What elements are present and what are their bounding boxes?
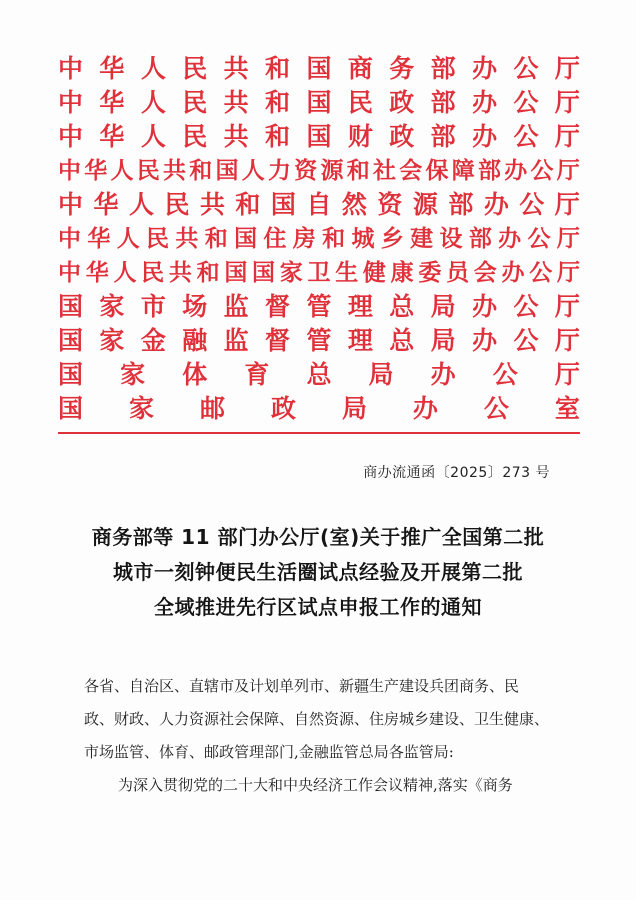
issuer-char: 建 [410, 226, 434, 252]
issuer-char: 民 [136, 158, 160, 184]
issuer-char: 民 [182, 54, 208, 83]
issuer-char: 公 [492, 360, 518, 389]
issuer-char: 政 [389, 88, 415, 117]
issuer-char: 保 [425, 158, 449, 184]
issuer-char: 部 [430, 122, 456, 151]
addressee-line-2: 政、财政、人力资源社会保障、自然资源、住房城乡建设、卫生健康、 [84, 710, 550, 728]
issuer-char: 华 [99, 122, 125, 151]
issuer-char: 委 [418, 260, 442, 286]
issuer-char: 共 [163, 158, 186, 184]
issuer-char: 督 [265, 292, 291, 321]
issuer-line [58, 52, 580, 86]
issuer-char: 人 [110, 158, 134, 184]
issuer-char: 和 [189, 158, 213, 184]
issuer-char: 厅 [554, 292, 580, 321]
issuer-char: 人 [241, 158, 265, 184]
issuer-char: 国 [215, 158, 239, 184]
issuer-char: 源 [320, 158, 344, 184]
issuer-line [58, 324, 580, 358]
issuer-char: 康 [390, 260, 414, 286]
title-line-2: 城市一刻钟便民生活圈试点经验及开展第二批 [113, 560, 523, 584]
document-body [84, 670, 554, 802]
issuer-char: 健 [362, 260, 386, 286]
issuer-char: 办 [472, 122, 498, 151]
issuer-line [58, 86, 580, 120]
issuer-char: 国 [224, 260, 248, 286]
issuer-char: 办 [472, 54, 498, 83]
issuer-char: 办 [430, 360, 456, 389]
issuer-char: 公 [513, 326, 539, 355]
issuer-char: 育 [244, 360, 270, 389]
issuer-char: 室 [554, 394, 580, 423]
issuer-line [58, 290, 580, 324]
issuer-char: 国 [306, 122, 332, 151]
issuer-char: 办 [472, 88, 498, 117]
issuer-char: 住 [263, 226, 287, 252]
issuer-char: 人 [140, 122, 166, 151]
issuer-char: 华 [93, 190, 119, 219]
issuer-char: 局 [341, 394, 367, 423]
title-line-1: 商务部等 11 部门办公厅(室)关于推广全国第二批 [91, 525, 545, 549]
issuer-char: 力 [268, 158, 291, 184]
issuer-char: 部 [468, 226, 492, 252]
issuer-char: 人 [140, 54, 166, 83]
issuer-char: 华 [87, 226, 111, 252]
issuer-char: 共 [223, 122, 249, 151]
issuer-char: 民 [347, 88, 373, 117]
issuer-char: 家 [128, 394, 154, 423]
issuer-char: 中 [58, 260, 81, 286]
issuer-char: 人 [116, 226, 140, 252]
issuer-char: 和 [196, 260, 220, 286]
issuer-char: 国 [270, 190, 296, 219]
issuer-char: 办 [472, 292, 498, 321]
issuer-char: 公 [483, 394, 509, 423]
issuer-char: 和 [265, 122, 291, 151]
issuer-char: 家 [99, 292, 125, 321]
issuer-char: 国 [306, 54, 332, 83]
issuer-char: 督 [265, 326, 291, 355]
issuer-char: 总 [389, 326, 415, 355]
issuer-char: 公 [513, 88, 539, 117]
issuer-line [58, 358, 580, 392]
issuer-char: 中 [58, 158, 81, 184]
issuer-char: 政 [389, 122, 415, 151]
issuer-char: 部 [430, 54, 456, 83]
issuer-char: 公 [513, 292, 539, 321]
issuer-char: 管 [306, 326, 332, 355]
issuer-char: 市 [140, 292, 166, 321]
issuer-char: 华 [84, 158, 108, 184]
issuer-char: 财 [347, 122, 373, 151]
addressee-line-1: 各省、自治区、直辖市及计划单列市、新疆生产建设兵团商务、民 [84, 677, 520, 695]
issuer-char: 国 [58, 326, 84, 355]
issuer-char: 设 [439, 226, 463, 252]
issuer-char: 乡 [380, 226, 404, 252]
issuer-char: 办 [504, 158, 528, 184]
issuer-char: 公 [529, 260, 553, 286]
issuer-char: 办 [412, 394, 438, 423]
issuer-char: 民 [146, 226, 170, 252]
issuer-char: 国 [234, 226, 258, 252]
issuer-char: 中 [58, 54, 84, 83]
issuer-char: 局 [368, 360, 394, 389]
issuer-char: 国 [58, 360, 84, 389]
issuer-char: 员 [446, 260, 470, 286]
issuer-char: 共 [223, 88, 249, 117]
issuer-char: 体 [182, 360, 208, 389]
issuer-char: 厅 [554, 360, 580, 389]
title-line-3: 全域推进先行区试点申报工作的通知 [154, 595, 482, 619]
issuer-char: 生 [335, 260, 359, 286]
issuer-line [58, 154, 580, 188]
red-separator-rule [58, 432, 580, 434]
issuer-char: 家 [120, 360, 146, 389]
issuer-char: 公 [530, 158, 554, 184]
issuer-char: 务 [389, 54, 415, 83]
issuer-char: 人 [128, 190, 154, 219]
document-number: 商办流通函〔2025〕273 号 [363, 465, 550, 481]
issuer-char: 家 [279, 260, 303, 286]
addressee-line-3: 市场监管、体育、邮政管理部门,金融监管总局各监管局: [84, 743, 454, 761]
issuer-char: 人 [140, 88, 166, 117]
issuer-char: 理 [347, 292, 373, 321]
issuer-char: 中 [58, 226, 81, 252]
issuer-char: 监 [223, 326, 249, 355]
issuer-char: 政 [270, 394, 296, 423]
issuer-char: 民 [164, 190, 190, 219]
issuer-char: 场 [182, 292, 208, 321]
issuer-char: 国 [58, 292, 84, 321]
issuer-char: 人 [113, 260, 137, 286]
issuer-char: 邮 [199, 394, 225, 423]
issuer-char: 厅 [554, 190, 580, 219]
issuer-char: 共 [199, 190, 225, 219]
issuer-char: 国 [58, 394, 84, 423]
issuer-char: 社 [373, 158, 396, 184]
issuer-char: 部 [448, 190, 474, 219]
issuer-char: 公 [513, 54, 539, 83]
issuer-char: 厅 [554, 326, 580, 355]
issuer-char: 厅 [556, 260, 580, 286]
issuer-char: 融 [182, 326, 208, 355]
issuer-line [58, 222, 580, 256]
issuer-char: 和 [235, 190, 261, 219]
issuer-char: 华 [99, 54, 125, 83]
issuer-char: 部 [478, 158, 501, 184]
issuer-masthead [58, 52, 580, 426]
issuer-char: 公 [527, 226, 551, 252]
issuer-char: 商 [347, 54, 373, 83]
issuer-char: 卫 [307, 260, 331, 286]
issuer-char: 资 [377, 190, 403, 219]
issuer-char: 源 [412, 190, 438, 219]
issuer-char: 办 [498, 226, 522, 252]
issuer-char: 华 [85, 260, 109, 286]
issuer-char: 理 [347, 326, 373, 355]
issuer-char: 民 [182, 88, 208, 117]
issuer-char: 民 [141, 260, 165, 286]
issuer-char: 中 [58, 88, 84, 117]
document-title [60, 520, 576, 625]
issuer-char: 华 [99, 88, 125, 117]
issuer-line [58, 188, 580, 222]
issuer-char: 厅 [556, 226, 580, 252]
issuer-line [58, 392, 580, 426]
issuer-char: 障 [451, 158, 475, 184]
issuer-char: 会 [473, 260, 497, 286]
first-paragraph-line: 为深入贯彻党的二十大和中央经济工作会议精神,落实《商务 [118, 776, 513, 794]
issuer-char: 和 [265, 54, 291, 83]
issuer-char: 局 [430, 292, 456, 321]
issuer-char: 中 [58, 122, 84, 151]
issuer-char: 金 [140, 326, 166, 355]
issuer-char: 会 [399, 158, 423, 184]
issuer-char: 然 [341, 190, 367, 219]
issuer-char: 公 [513, 122, 539, 151]
issuer-char: 总 [389, 292, 415, 321]
issuer-char: 和 [265, 88, 291, 117]
issuer-char: 房 [292, 226, 316, 252]
issuer-char: 共 [223, 54, 249, 83]
issuer-char: 资 [294, 158, 318, 184]
issuer-line [58, 120, 580, 154]
issuer-char: 民 [182, 122, 208, 151]
issuer-char: 厅 [554, 122, 580, 151]
issuer-char: 办 [501, 260, 525, 286]
issuer-char: 和 [322, 226, 346, 252]
issuer-char: 国 [252, 260, 276, 286]
issuer-char: 厅 [554, 54, 580, 83]
issuer-char: 中 [58, 190, 84, 219]
issuer-char: 厅 [556, 158, 580, 184]
issuer-char: 总 [306, 360, 332, 389]
issuer-char: 城 [351, 226, 375, 252]
issuer-char: 和 [346, 158, 370, 184]
issuer-char: 家 [99, 326, 125, 355]
issuer-char: 共 [168, 260, 192, 286]
issuer-char: 部 [430, 88, 456, 117]
issuer-line [58, 256, 580, 290]
issuer-char: 局 [430, 326, 456, 355]
issuer-char: 办 [472, 326, 498, 355]
issuer-char: 公 [519, 190, 545, 219]
issuer-char: 厅 [554, 88, 580, 117]
issuer-char: 共 [175, 226, 199, 252]
issuer-char: 办 [483, 190, 509, 219]
issuer-char: 管 [306, 292, 332, 321]
issuer-char: 监 [223, 292, 249, 321]
issuer-char: 自 [306, 190, 332, 219]
issuer-char: 和 [204, 226, 228, 252]
issuer-char: 国 [306, 88, 332, 117]
